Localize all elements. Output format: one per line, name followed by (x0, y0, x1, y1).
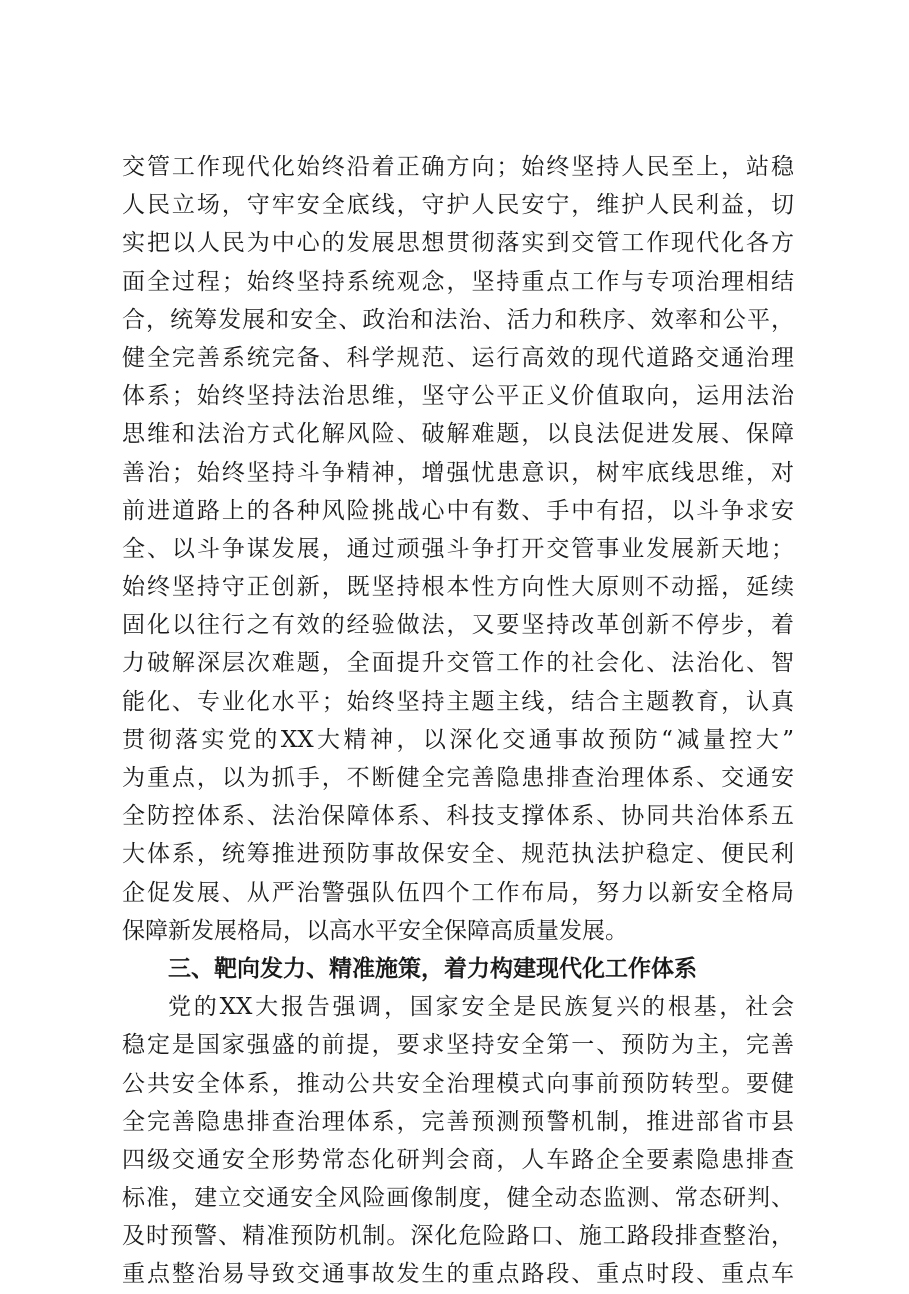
document-body (122, 148, 794, 1294)
text-line: 为重点，以为抓手，不断健全完善隐患排查治理体系、交通安 (122, 765, 794, 791)
text-line: 人民立场，守牢安全底线，守护人民安宁，维护人民利益，切 (122, 192, 794, 219)
text-line: 前进道路上的各种风险挑战心中有数、手中有招，以斗争求安 (122, 497, 794, 524)
text-line: 善治；始终坚持斗争精神，增强忧患意识，树牢底线思维，对 (122, 459, 794, 486)
text-line: 体系；始终坚持法治思维，坚守公平正义价值取向，运用法治 (122, 383, 794, 410)
text-line: 全完善隐患排查治理体系，完善预测预警机制，推进部省市县 (122, 1108, 794, 1135)
text-line: 企促发展、从严治警强队伍四个工作布局，努力以新安全格局 (122, 879, 794, 906)
text-line: 交管工作现代化始终沿着正确方向；始终坚持人民至上，站稳 (122, 154, 794, 180)
text-line: 固化以往行之有效的经验做法，又要坚持改革创新不停步，着 (122, 612, 794, 639)
text-line: 四级交通安全形势常态化研判会商，人车路企全要素隐患排查 (122, 1146, 794, 1173)
text-line: 力破解深层次难题，全面提升交管工作的社会化、法治化、智 (122, 650, 794, 677)
text-line: 公共安全体系，推动公共安全治理模式向事前预防转型。要健 (122, 1070, 794, 1097)
text-line: 面全过程；始终坚持系统观念，坚持重点工作与专项治理相结 (122, 268, 794, 295)
text-line: 重点整治易导致交通事故发生的重点路段、重点时段、重点车 (122, 1261, 794, 1288)
text-line: 合，统筹发展和安全、政治和法治、活力和秩序、效率和公平， (122, 306, 794, 333)
text-line: 稳定是国家强盛的前提，要求坚持安全第一、预防为主，完善 (122, 1032, 794, 1059)
text-line: 及时预警、精准预防机制。深化危险路口、施工路段排查整治， (122, 1223, 794, 1250)
text-line: 始终坚持守正创新，既坚持根本性方向性大原则不动摇，延续 (122, 574, 794, 601)
text-line: 贯彻落实党的XX大精神，以深化交通事故预防“减量控大” (122, 726, 794, 753)
text-line: 全防控体系、法治保障体系、科技支撑体系、协同共治体系五 (122, 803, 794, 830)
text-line-paragraph-start: 党的XX大报告强调，国家安全是民族复兴的根基，社会 (168, 994, 794, 1021)
section-heading: 三、靶向发力、精准施策，着力构建现代化工作体系 (168, 955, 697, 982)
text-line: 全、以斗争谋发展，通过顽强斗争打开交管事业发展新天地； (122, 535, 794, 562)
text-line: 思维和法治方式化解风险、破解难题，以良法促进发展、保障 (122, 421, 794, 448)
text-line: 大体系，统筹推进预防事故保安全、规范执法护稳定、便民利 (122, 841, 794, 868)
text-line-paragraph-end: 保障新发展格局，以高水平安全保障高质量发展。 (122, 917, 628, 944)
text-line: 能化、专业化水平；始终坚持主题主线，结合主题教育，认真 (122, 688, 794, 715)
text-line: 健全完善系统完备、科学规范、运行高效的现代道路交通治理 (122, 344, 794, 371)
text-line: 标准，建立交通安全风险画像制度，健全动态监测、常态研判、 (122, 1185, 794, 1212)
text-line: 实把以人民为中心的发展思想贯彻落实到交管工作现代化各方 (122, 230, 794, 257)
